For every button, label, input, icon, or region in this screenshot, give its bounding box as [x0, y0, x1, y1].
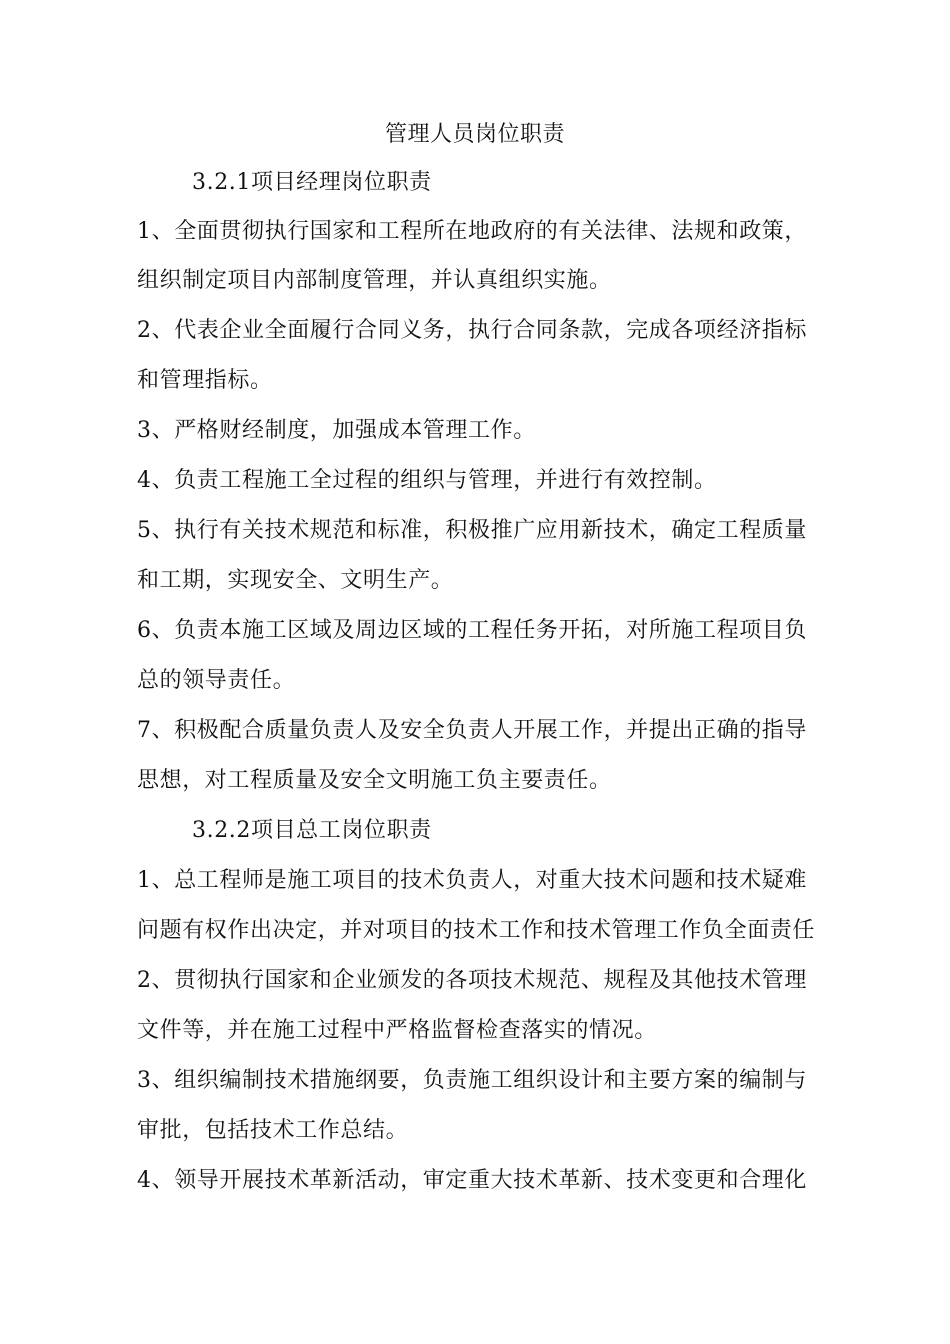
paragraph-line: 和管理指标。	[137, 368, 273, 393]
paragraph-line: 思想，对工程质量及安全文明施工负主要责任。	[137, 768, 612, 793]
paragraph-line: 4、负责工程施工全过程的组织与管理，并进行有效控制。	[137, 468, 717, 493]
section-heading-chief-engineer: 3.2.2项目总工岗位职责	[192, 818, 432, 843]
paragraph-line: 1、全面贯彻执行国家和工程所在地政府的有关法律、法规和政策，	[137, 219, 807, 244]
paragraph-line: 组织制定项目内部制度管理，并认真组织实施。	[137, 268, 612, 293]
paragraph-line: 4、领导开展技术革新活动，审定重大技术革新、技术变更和合理化	[137, 1168, 807, 1193]
section-heading-project-manager: 3.2.1项目经理岗位职责	[192, 170, 432, 195]
paragraph-line: 1、总工程师是施工项目的技术负责人，对重大技术问题和技术疑难	[137, 868, 807, 893]
document-title: 管理人员岗位职责	[384, 122, 565, 147]
paragraph-line: 7、积极配合质量负责人及安全负责人开展工作，并提出正确的指导	[137, 718, 807, 743]
paragraph-line: 5、执行有关技术规范和标准，积极推广应用新技术，确定工程质量	[137, 518, 807, 543]
paragraph-line: 问题有权作出决定，并对项目的技术工作和技术管理工作负全面责任	[137, 918, 816, 943]
paragraph-line: 3、组织编制技术措施纲要，负责施工组织设计和主要方案的编制与	[137, 1068, 807, 1093]
paragraph-line: 3、严格财经制度，加强成本管理工作。	[137, 418, 536, 443]
paragraph-line: 总的领导责任。	[137, 668, 296, 693]
paragraph-line: 文件等，并在施工过程中严格监督检查落实的情况。	[137, 1018, 657, 1043]
paragraph-line: 2、代表企业全面履行合同义务，执行合同条款，完成各项经济指标	[137, 318, 807, 343]
paragraph-line: 审批，包括技术工作总结。	[137, 1118, 409, 1143]
paragraph-line: 2、贯彻执行国家和企业颁发的各项技术规范、规程及其他技术管理	[137, 968, 807, 993]
paragraph-line: 6、负责本施工区域及周边区域的工程任务开拓，对所施工程项目负	[137, 618, 807, 643]
paragraph-line: 和工期，实现安全、文明生产。	[137, 568, 454, 593]
